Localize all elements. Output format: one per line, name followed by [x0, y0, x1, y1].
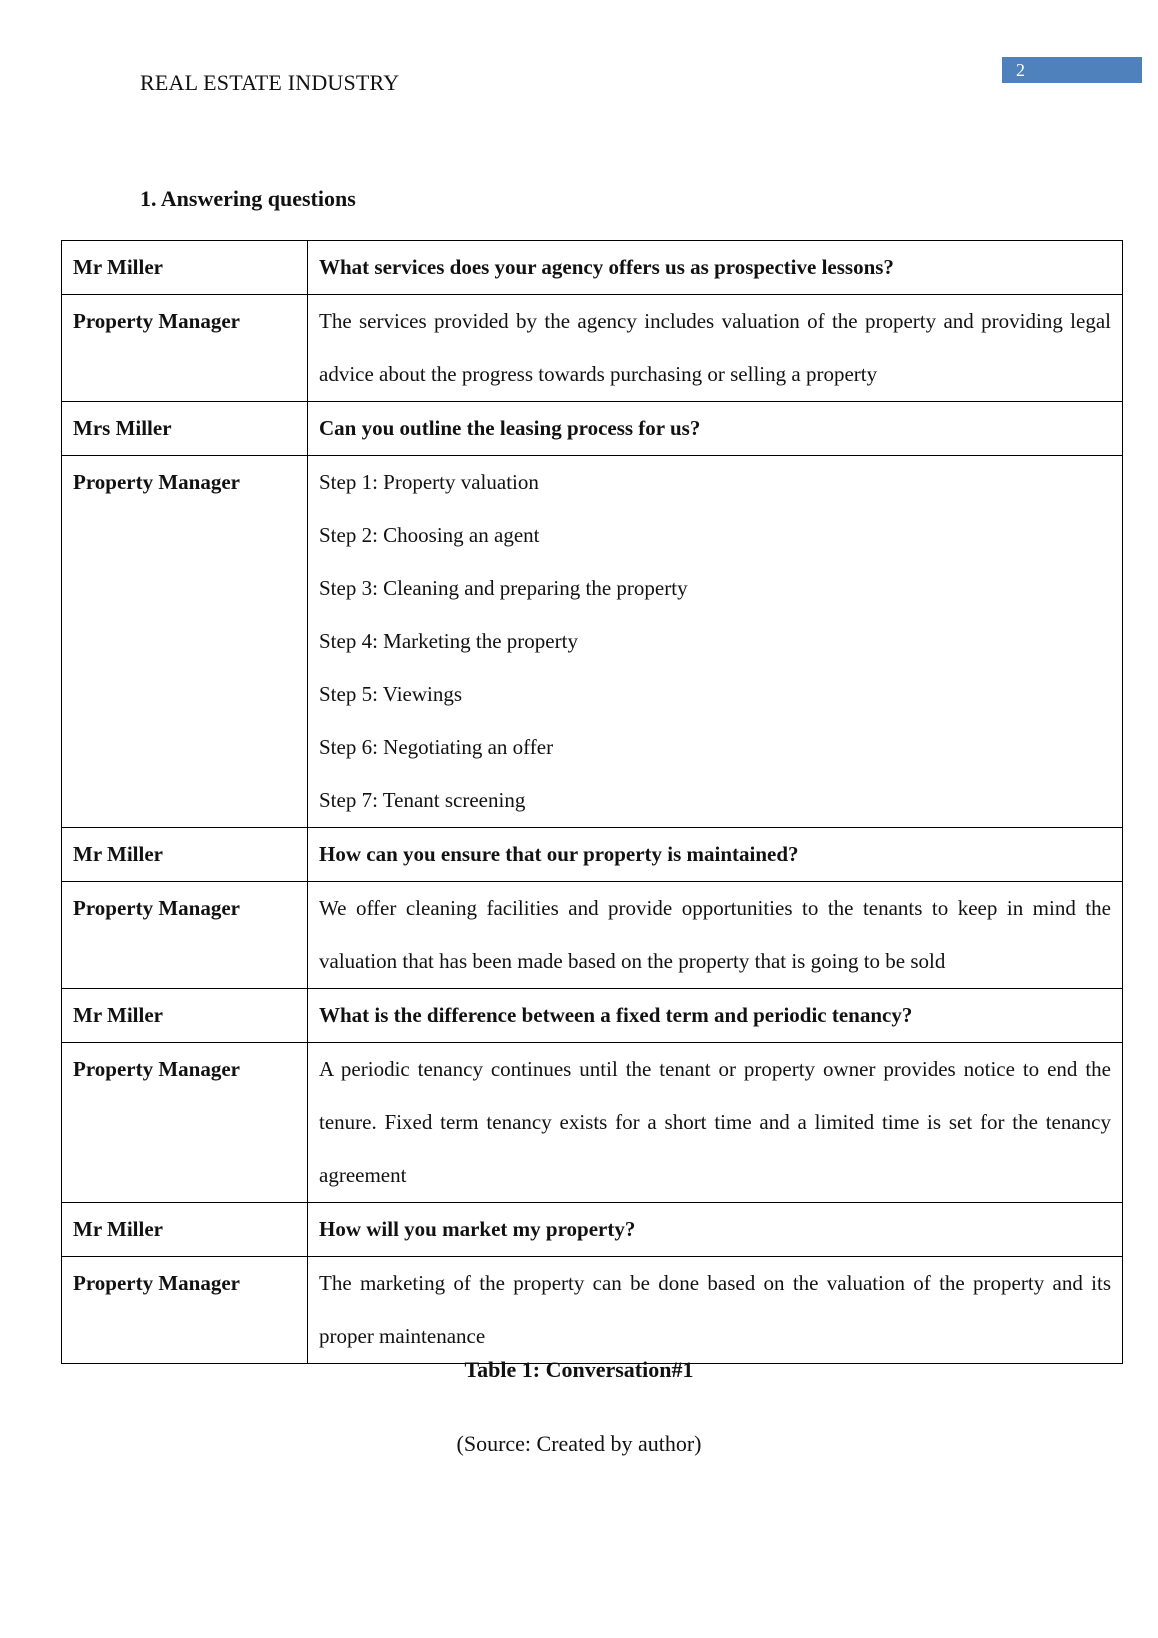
step-item: Step 2: Choosing an agent	[319, 523, 540, 547]
table-row	[62, 828, 1123, 882]
table-row	[62, 402, 1123, 456]
conversation-table	[61, 240, 1123, 1364]
speaker-cell: Property Manager	[62, 1257, 308, 1364]
question-cell: Can you outline the leasing process for us?	[308, 402, 1123, 456]
table-row	[62, 295, 1123, 402]
answer-cell: The services provided by the agency includes valuation of the property and providing legal advice about the progress towards purchasing or selling a property	[308, 295, 1123, 402]
table-row	[62, 456, 1123, 828]
table-row	[62, 1203, 1123, 1257]
table-source: (Source: Created by author)	[456, 1431, 702, 1456]
section-heading: 1. Answering questions	[140, 186, 356, 211]
question-cell: What services does your agency offers us as prospective lessons?	[308, 241, 1123, 295]
speaker-cell: Mrs Miller	[62, 402, 308, 456]
question-cell: What is the difference between a fixed term and periodic tenancy?	[308, 989, 1123, 1043]
step-item: Step 4: Marketing the property	[319, 629, 578, 653]
speaker-cell: Mr Miller	[62, 989, 308, 1043]
steps-cell	[308, 456, 1123, 828]
step-item: Step 6: Negotiating an offer	[319, 735, 554, 759]
speaker-cell: Property Manager	[62, 882, 308, 989]
speaker-cell: Property Manager	[62, 1043, 308, 1203]
speaker-cell: Property Manager	[62, 456, 308, 828]
speaker-cell: Property Manager	[62, 295, 308, 402]
table-caption: Table 1: Conversation#1	[464, 1357, 694, 1382]
answer-cell: The marketing of the property can be done based on the valuation of the property and its proper maintenance	[308, 1257, 1123, 1364]
table-row	[62, 241, 1123, 295]
step-item: Step 7: Tenant screening	[319, 788, 526, 812]
step-item: Step 1: Property valuation	[319, 470, 539, 494]
speaker-cell: Mr Miller	[62, 1203, 308, 1257]
table-row	[62, 1043, 1123, 1203]
table-row	[62, 989, 1123, 1043]
question-cell: How can you ensure that our property is maintained?	[308, 828, 1123, 882]
question-cell: How will you market my property?	[308, 1203, 1123, 1257]
answer-cell: We offer cleaning facilities and provide opportunities to the tenants to keep in mind the valuation that has been made based on the property that is going to be sold	[308, 882, 1123, 989]
step-item: Step 5: Viewings	[319, 682, 463, 706]
table-row	[62, 882, 1123, 989]
table-row	[62, 1257, 1123, 1364]
step-item: Step 3: Cleaning and preparing the property	[319, 576, 688, 600]
speaker-cell: Mr Miller	[62, 241, 308, 295]
speaker-cell: Mr Miller	[62, 828, 308, 882]
running-head: REAL ESTATE INDUSTRY	[140, 70, 400, 95]
answer-cell: A periodic tenancy continues until the tenant or property owner provides notice to end the tenure. Fixed term tenancy exists for a short time and a limited time is set for the tenancy agreement	[308, 1043, 1123, 1203]
page-number: 2	[1002, 57, 1142, 83]
